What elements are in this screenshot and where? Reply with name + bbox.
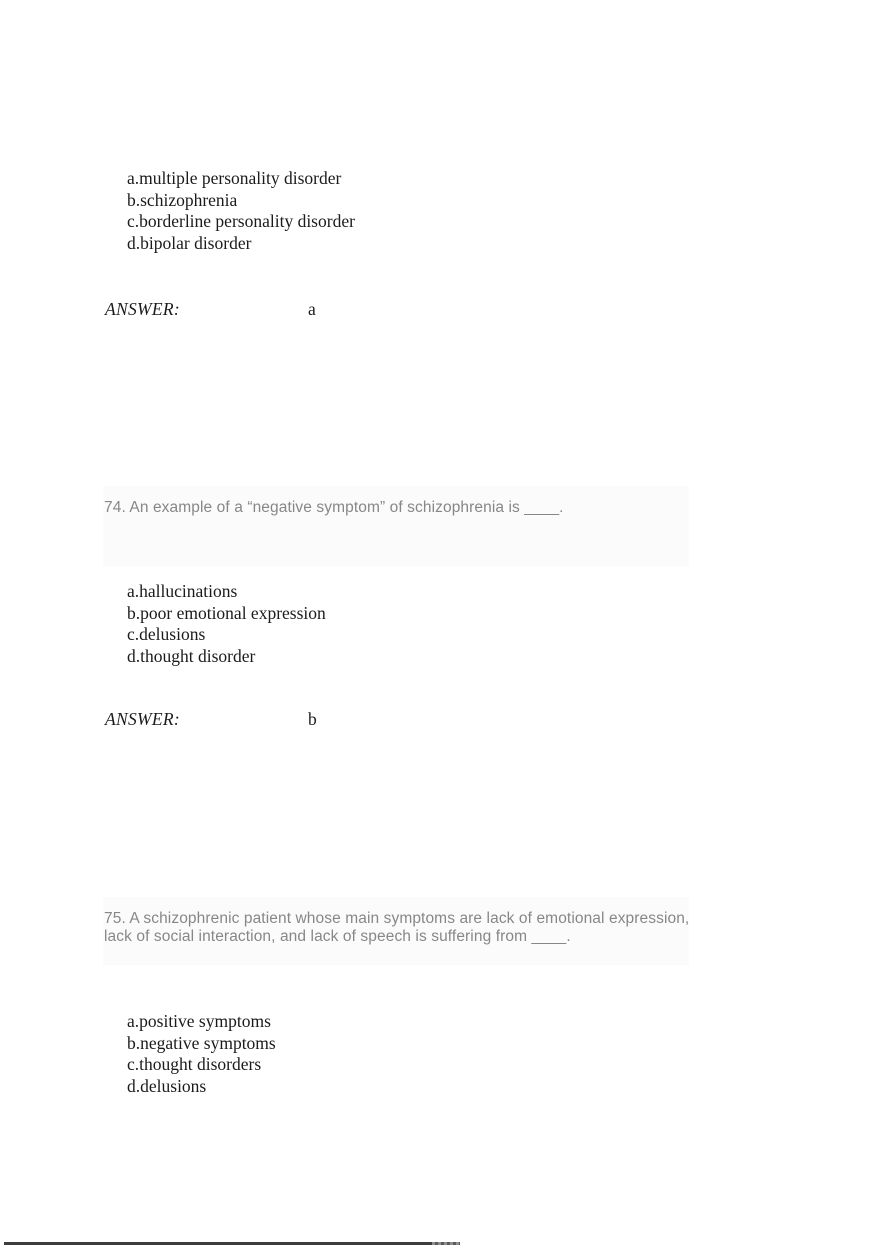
answer-row-cutoff-question — [105, 299, 505, 319]
answer-label: ANSWER: — [105, 299, 180, 319]
option-b: b.schizophrenia — [127, 189, 238, 210]
option-d: d.thought disorder — [127, 646, 256, 667]
question-75-stem: 75. A schizophrenic patient whose main symptoms are lack of emotional expression, lack of social interaction, and lack of speech is suffering from ____. — [104, 910, 690, 946]
option-c: c.delusions — [127, 624, 206, 645]
option-b: b.negative symptoms — [127, 1032, 276, 1053]
rule-dashed-segment — [432, 1242, 460, 1245]
question-74-options — [127, 581, 326, 668]
question-75-options — [127, 1011, 276, 1098]
option-c: c.thought disorders — [127, 1054, 262, 1075]
option-d: d.bipolar disorder — [127, 233, 252, 254]
option-d: d.delusions — [127, 1076, 207, 1097]
option-a: a.hallucinations — [127, 581, 238, 601]
answer-value: b — [308, 709, 317, 729]
rule-solid-segment — [4, 1242, 432, 1245]
answer-row-question-74 — [105, 709, 505, 729]
option-a: a.multiple personality disorder — [127, 168, 342, 188]
option-c: c.borderline personality disorder — [127, 211, 355, 232]
scan-tint-band — [103, 486, 689, 566]
option-b: b.poor emotional expression — [127, 602, 326, 623]
answer-value: a — [308, 299, 316, 319]
page-bottom-rule — [4, 1242, 460, 1245]
cutoff-question-options — [127, 168, 355, 255]
question-74-stem: 74. An example of a “negative symptom” of schizophrenia is ____. — [104, 499, 564, 516]
answer-label: ANSWER: — [105, 709, 180, 729]
option-a: a.positive symptoms — [127, 1011, 271, 1031]
